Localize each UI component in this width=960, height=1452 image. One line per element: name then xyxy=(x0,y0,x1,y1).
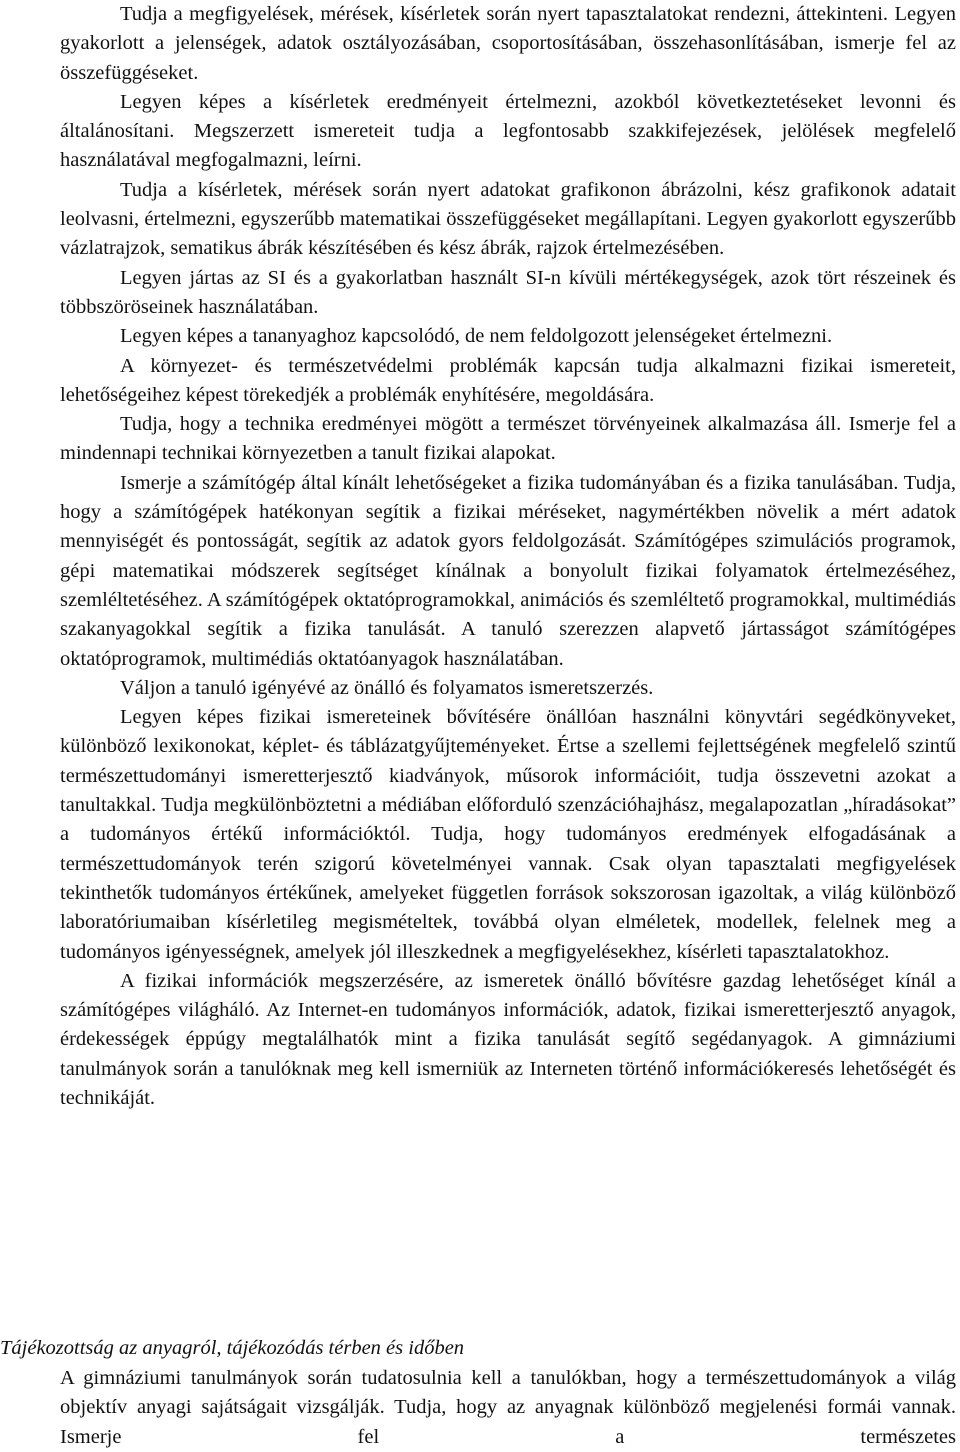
paragraph: A környezet- és természetvédelmi problémák kapcsán tudja alkalmazni fizikai ismereteit, lehetőségeihez képest törekedjék a problémák enyhítésére, megoldására. xyxy=(60,354,956,406)
section-text xyxy=(60,1364,956,1452)
paragraph: Legyen képes a tananyaghoz kapcsolódó, de nem feldolgozott jelenségeket értelmezni. xyxy=(120,325,833,348)
paragraph: Legyen képes fizikai ismereteinek bővítésére önállóan használni könyvtári segédkönyveket, különböző lexikonokat, képlet- és táblázatgyűjteményeket. Értse a szellemi fejlettségének megfelelő szintű természettudományi ismeretterjesztő kiadványok, műsorok információit, tudja összevetni azokat a tanultakkal. Tudja megkülönböztetni a médiában előforduló szenzációhajhász, megalapozatlan „híradásokat” a tudományos értékű információktól. Tudja, hogy tudományos eredmények elfogadásának a természettudományok terén szigorú követelményei vannak. Csak olyan tapasztalati megfigyelések tekinthetők tudományos értékűnek, amelyeket független források sokszorosan igazoltak, a világ különböző laboratóriumaiban kísérletileg megismételtek, továbbá olyan elméletek, modellek, felelnek meg a tudományos igényességnek, amelyek jól illeszkednek a megfigyelésekhez, kísérleti tapasztalatokhoz. xyxy=(60,706,956,963)
paragraph: Tudja a megfigyelések, mérések, kísérletek során nyert tapasztalatokat rendezni, áttekinteni. Legyen gyakorlott a jelenségek, adatok osztályozásában, csoportosításában, összehasonlításában, ismerje fel az összefüggéseket. xyxy=(60,3,956,84)
paragraph: Legyen képes a kísérletek eredményeit értelmezni, azokból következtetéseket levonni és általánosítani. Megszerzett ismereteit tudja a legfontosabb szakkifejezések, jelölések megfelelő használatával megfogalmazni, leírni. xyxy=(60,90,956,172)
section-heading: Tájékozottság az anyagról, tájékozódás térben és időben xyxy=(0,1337,465,1359)
paragraph: A fizikai információk megszerzésére, az ismeretek önálló bővítésre gazdag lehetőséget kínál a számítógépes világháló. Az Internet-en tudományos információk, adatok, fizikai ismeretterjesztő anyagok, érdekességek éppúgy megtalálhatók mint a fizika tanulását segítő segédanyagok. A gimnáziumi tanulmányok során a tanulóknak meg kell ismerniük az Interneten történő információkeresés lehetőségét és technikáját. xyxy=(60,969,956,1109)
paragraph: Váljon a tanuló igényévé az önálló és folyamatos ismeretszerzés. xyxy=(120,676,654,699)
paragraph: Legyen jártas az SI és a gyakorlatban használt SI-n kívüli mértékegységek, azok tört részeinek és többszöröseinek használatában. xyxy=(60,266,956,318)
paragraph: Tudja, hogy a technika eredményei mögött a természet törvényeinek alkalmazása áll. Ismerje fel a mindennapi technikai környezetben a tanult fizikai alapokat. xyxy=(60,413,956,465)
paragraph: Tudja a kísérletek, mérések során nyert adatokat grafikonon ábrázolni, kész grafikonok adatait leolvasni, értelmezni, egyszerűbb matematikai összefüggéseket megállapítani. Legyen gyakorlott egyszerűbb vázlatrajzok, sematikus ábrák készítésében és kész ábrák, rajzok értelmezésében. xyxy=(60,178,956,260)
body-text xyxy=(60,0,956,1113)
section-paragraph: A gimnáziumi tanulmányok során tudatosulnia kell a tanulókban, hogy a természettudományok a világ objektív anyagi sajátságait vizsgálják. Tudja, hogy az anyagnak különböző megjelenési formái vannak. Ismerje fel a természetes xyxy=(60,1367,956,1448)
paragraph: Ismerje a számítógép által kínált lehetőségeket a fizika tudományában és a fizika tanulásában. Tudja, hogy a számítógépek hatékonyan segítik a fizikai méréseket, nagymértékben növelik a mért adatok mennyiségét és pontosságát, segítik az adatok gyors feldolgozását. Számítógépes szimulációs programok, gépi matematikai módszerek segítséget kínálnak a bonyolult fizikai folyamatok értelmezéséhez, szemléltetéséhez. A számítógépek oktatóprogramokkal, animációs és szemléltető programokkal, multimédiás szakanyagokkal segítik a fizika tanulását. A tanuló szerezzen alapvető jártasságot számítógépes oktatóprogramok, multimédiás oktatóanyagok használatában. xyxy=(60,471,956,670)
